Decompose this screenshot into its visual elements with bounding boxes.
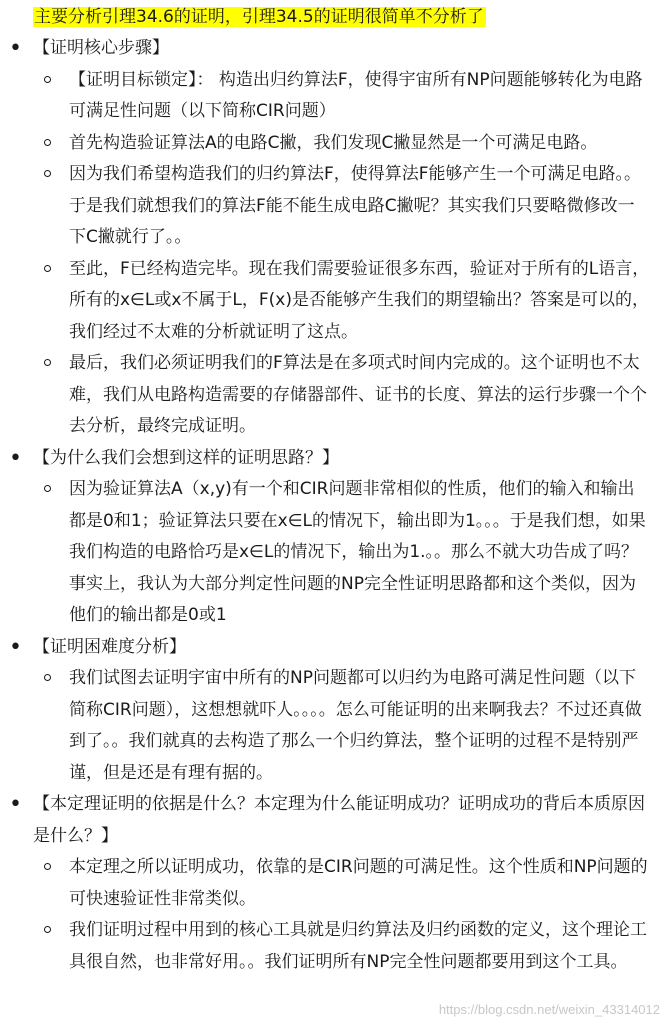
sub-item-text: 最后，我们必须证明我们的F算法是在多项式时间内完成的。这个证明也不太难，我们从电路构造需要的存储器部件、证书的长度、算法的运行步骤一个个去分析，最终完成证明。 (69, 353, 647, 436)
sub-item-text: 本定理之所以证明成功，依靠的是CIR问题的可满足性。这个性质和NP问题的可快速验证性非常类似。 (69, 857, 648, 909)
hollow-circle-bullet-icon (44, 485, 51, 492)
hollow-circle-bullet-icon (44, 674, 51, 681)
sub-item-text: 首先构造验证算法A的电路C撇，我们发现C撇显然是一个可满足电路。 (69, 132, 598, 153)
sub-item (33, 474, 656, 632)
hollow-circle-bullet-icon (44, 76, 51, 83)
sub-item (33, 852, 656, 915)
sub-item-text: 【证明目标锁定】： 构造出归约算法F，使得宇宙所有NP问题能够转化为电路可满足性问题（以下简称CIR问题） (69, 69, 643, 121)
sub-item-text: 至此，F已经构造完毕。现在我们需要验证很多东西，验证对于所有的L语言，所有的x∈L或x不属于L，F(x)是否能够产生我们的期望输出？答案是可以的，我们经过不太难的分析就证明了这点。 (69, 258, 650, 342)
hollow-circle-bullet-icon (44, 359, 51, 366)
section-item (0, 443, 668, 632)
filled-bullet-icon: • (9, 36, 22, 61)
hollow-circle-bullet-icon (44, 139, 51, 146)
section-title: 【证明核心步骤】 (33, 38, 169, 58)
sub-item-text: 我们证明过程中用到的核心工具就是归约算法及归约函数的定义，这个理论工具很自然，也非常好用。。我们证明所有NP完全性问题都要用到这个工具。 (69, 920, 647, 972)
sub-item (33, 159, 656, 254)
sub-item (33, 663, 656, 789)
sub-item (33, 348, 656, 443)
hollow-circle-bullet-icon (44, 170, 51, 177)
filled-bullet-icon: • (9, 445, 22, 471)
highlighted-heading (33, 2, 486, 33)
filled-bullet-icon: • (9, 792, 22, 817)
watermark-url: https://blog.csdn.net/weixin_43314012 (438, 1002, 660, 1017)
sub-item-list (33, 65, 656, 443)
sub-item-list (33, 474, 656, 632)
section-title: 【为什么我们会想到这样的证明思路？】 (33, 447, 339, 468)
hollow-circle-bullet-icon (44, 265, 51, 272)
sub-item-text: 因为验证算法A（x,y)有一个和CIR问题非常相似的性质，他们的输入和输出都是0和1；验证算法只要在x∈L的情况下，输出即为1。。。于是我们想，如果我们构造的电路恰巧是x∈L的情况下，输出为1.。。那么不就大功告成了吗？事实上，我认为大部分判定性问题的NP完全性证明思路都和这个类似，因为他们的输出都是0或1 (69, 479, 646, 625)
heading-text: 主要分析引理34.6的证明，引理34.5的证明很简单不分析了 (34, 7, 484, 27)
section-title: 【证明困难度分析】 (33, 636, 186, 657)
section-item (0, 33, 668, 443)
section-list (0, 33, 668, 978)
sub-item (33, 65, 656, 128)
sub-item (33, 254, 656, 349)
sub-item (33, 915, 656, 978)
sub-item-text: 我们试图去证明宇宙中所有的NP问题都可以归约为电路可满足性问题（以下简称CIR问题），这想想就吓人。。。。怎么可能证明的出来啊我去？不过还真做到了。。我们就真的去构造了那么一个归约算法，整个证明的过程不是特别严谨，但是还是有理有据的。 (69, 668, 642, 783)
section-item (0, 632, 668, 790)
filled-bullet-icon: • (9, 634, 22, 660)
sub-item (33, 128, 656, 160)
hollow-circle-bullet-icon (44, 863, 51, 870)
sub-item-text: 因为我们希望构造我们的归约算法F，使得算法F能够产生一个可满足电路。。于是我们就想我们的算法F能不能生成电路C撇呢？其实我们只要略微修改一下C撇就行了。。 (69, 164, 642, 247)
sub-item-list (33, 852, 656, 978)
section-title: 【本定理证明的依据是什么？本定理为什么能证明成功？证明成功的背后本质原因是什么？】 (33, 794, 645, 846)
section-item (0, 789, 668, 978)
sub-item-list (33, 663, 656, 789)
hollow-circle-bullet-icon (44, 926, 51, 933)
